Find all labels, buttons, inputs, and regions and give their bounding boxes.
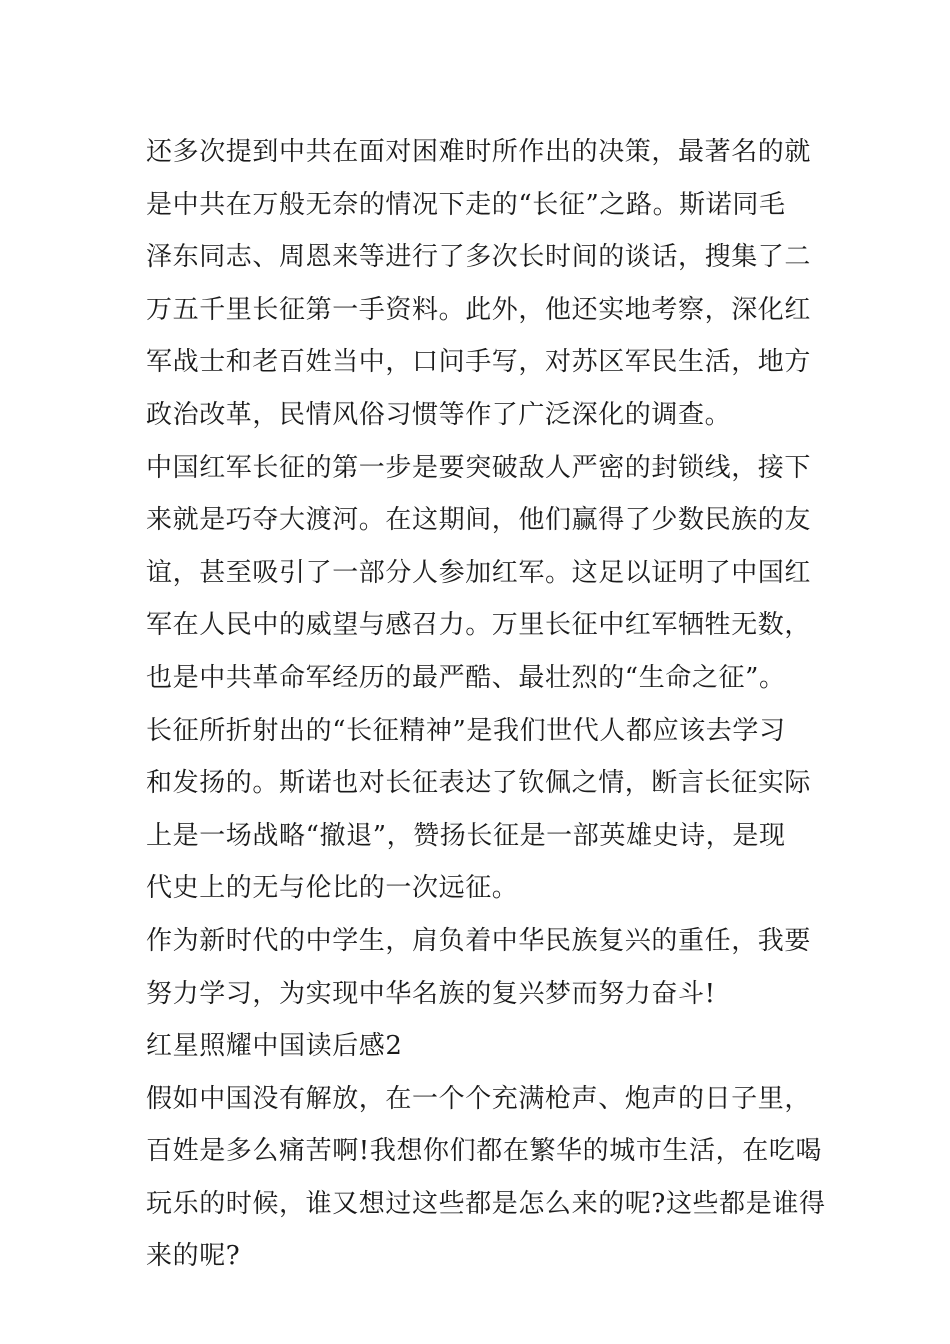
text-line: 还多次提到中共在面对困难时所作出的决策，最著名的就 (146, 137, 812, 167)
text-line: 谊，甚至吸引了一部分人参加红军。这足以证明了中国红 (146, 557, 812, 588)
text-line: 泽东同志、周恩来等进行了多次长时间的谈话，搜集了二 (146, 242, 812, 273)
text-line: 是中共在万般无奈的情况下走的“长征”之路。斯诺同毛 (146, 189, 786, 220)
text-line: 来就是巧夺大渡河。在这期间，他们赢得了少数民族的友 (146, 505, 812, 536)
text-line: 来的呢? (146, 1241, 241, 1272)
text-line: 努力学习，为实现中华名族的复兴梦而努力奋斗! (146, 978, 716, 1009)
text-line: 代史上的无与伦比的一次远征。 (146, 873, 519, 904)
body-text (146, 126, 826, 1283)
text-line: 和发扬的。斯诺也对长征表达了钦佩之情，断言长征实际 (146, 768, 812, 799)
text-line: 军在人民中的威望与感召力。万里长征中红军牺牲无数， (146, 610, 812, 641)
text-line: 作为新时代的中学生，肩负着中华民族复兴的重任，我要 (146, 925, 812, 956)
text-line: 万五千里长征第一手资料。此外，他还实地考察，深化红 (146, 294, 812, 325)
text-line: 长征所折射出的“长征精神”是我们世代人都应该去学习 (146, 715, 786, 746)
text-line: 百姓是多么痛苦啊!我想你们都在繁华的城市生活，在吃喝 (146, 1136, 823, 1167)
section-heading: 红星照耀中国读后感2 (146, 1031, 403, 1062)
text-line: 也是中共革命军经历的最严酷、最壮烈的“生命之征”。 (146, 662, 786, 693)
text-line: 上是一场战略“撤退”，赞扬长征是一部英雄史诗，是现 (146, 820, 786, 851)
text-line: 玩乐的时候，谁又想过这些都是怎么来的呢?这些都是谁得 (146, 1188, 826, 1219)
text-line: 假如中国没有解放，在一个个充满枪声、炮声的日子里， (146, 1083, 812, 1114)
text-line: 中国红军长征的第一步是要突破敌人严密的封锁线，接下 (146, 452, 812, 483)
text-line: 军战士和老百姓当中，口问手写，对苏区军民生活，地方 (146, 347, 812, 378)
text-line: 政治改革，民情风俗习惯等作了广泛深化的调查。 (146, 399, 732, 430)
